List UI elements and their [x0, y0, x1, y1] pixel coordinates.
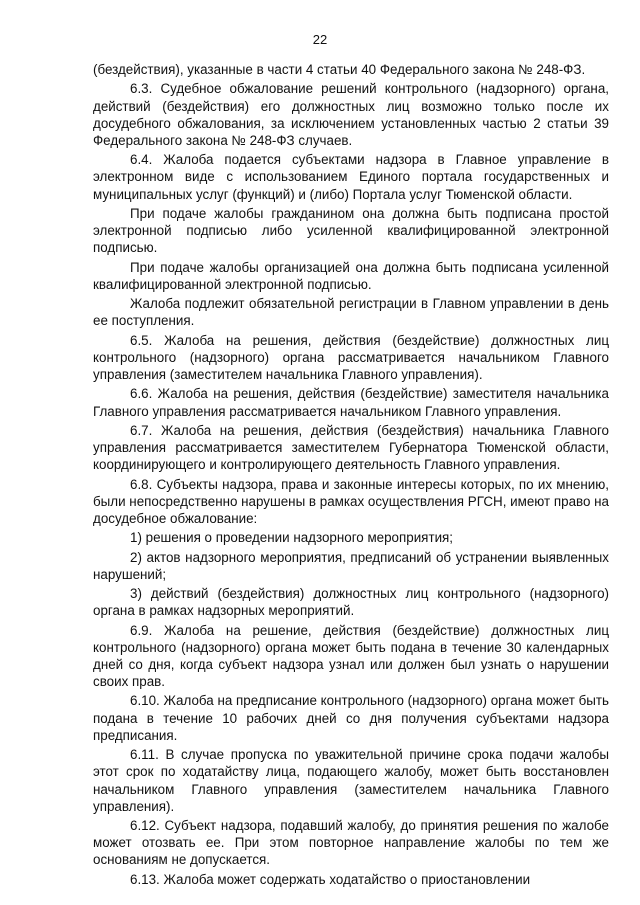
paragraph: 6.7. Жалоба на решения, действия (бездействия) начальника Главного управления рассматривается заместителем Губернатора Тюменской области, координирующего и контролирующего деятельность Главного управления. — [93, 422, 609, 473]
paragraph: 6.6. Жалоба на решения, действия (бездействие) заместителя начальника Главного управления рассматривается начальником Главного управления. — [93, 386, 609, 419]
paragraph: (бездействия), указанные в части 4 статьи 40 Федерального закона № 248-ФЗ. — [93, 62, 586, 77]
paragraph: 6.8. Субъекты надзора, права и законные интересы которых, по их мнению, были непосредственно нарушены в рамках осуществления РГСН, имеют право на досудебное обжалование: — [93, 476, 609, 526]
paragraph: 6.3. Судебное обжалование решений контрольного (надзорного) органа, действий (бездействия) его должностных лиц возможно только после их досудебного обжалования, за исключением установленных частью 2 статьи 39 Федерального закона № 248-ФЗ случаев. — [93, 81, 609, 148]
paragraph: 6.12. Субъект надзора, подавший жалобу, до принятия решения по жалобе может отозвать ее. При этом повторное направление жалобы по тем же основаниям не допускается. — [93, 818, 609, 868]
paragraph: При подаче жалобы организацией она должна быть подписана усиленной квалифицированной электронной подписью. — [93, 259, 609, 292]
paragraph: 1) решения о проведении надзорного мероприятия; — [130, 530, 454, 546]
paragraph: 6.5. Жалоба на решения, действия (бездействие) должностных лиц контрольного (надзорного) органа рассматривается начальником Главного управления (заместителем начальника Главного управления). — [93, 332, 609, 383]
paragraph: 3) действий (бездействия) должностных лиц контрольного (надзорного) органа в рамках надзорных мероприятий. — [93, 586, 609, 619]
paragraph: 6.9. Жалоба на решение, действия (бездействие) должностных лиц контрольного (надзорного) органа может быть подана в течение 30 календарных дней со дня, когда субъект надзора узнал или должен был узнать о нарушении своих прав. — [93, 622, 609, 690]
paragraph: 6.10. Жалоба на предписание контрольного (надзорного) органа может быть подана в течение 10 рабочих дней со дня получения субъектами надзора предписания. — [93, 693, 609, 743]
paragraph: При подаче жалобы гражданином она должна быть подписана простой электронной подписью либо усиленной квалифицированной электронной подписью. — [93, 205, 609, 256]
page-number: 22 — [312, 32, 328, 47]
paragraph: 6.11. В случае пропуска по уважительной причине срока подачи жалобы этот срок по ходатайству лица, подающего жалобу, может быть восстановлен начальником Главного управления (заместителем начальника Главного управления). — [93, 747, 609, 814]
paragraph: 6.4. Жалоба подается субъектами надзора в Главное управление в электронном виде с использованием Единого портала государственных и муниципальных услуг (функций) и (либо) Портала услуг Тюменской области. — [93, 152, 609, 202]
paragraph: 2) актов надзорного мероприятия, предписаний об устранении выявленных нарушений; — [93, 549, 609, 582]
paragraph: 6.13. Жалоба может содержать ходатайство о приостановлении — [130, 871, 531, 887]
document-body — [93, 61, 609, 890]
paragraph: Жалоба подлежит обязательной регистрации в Главном управлении в день ее поступления. — [93, 296, 609, 329]
